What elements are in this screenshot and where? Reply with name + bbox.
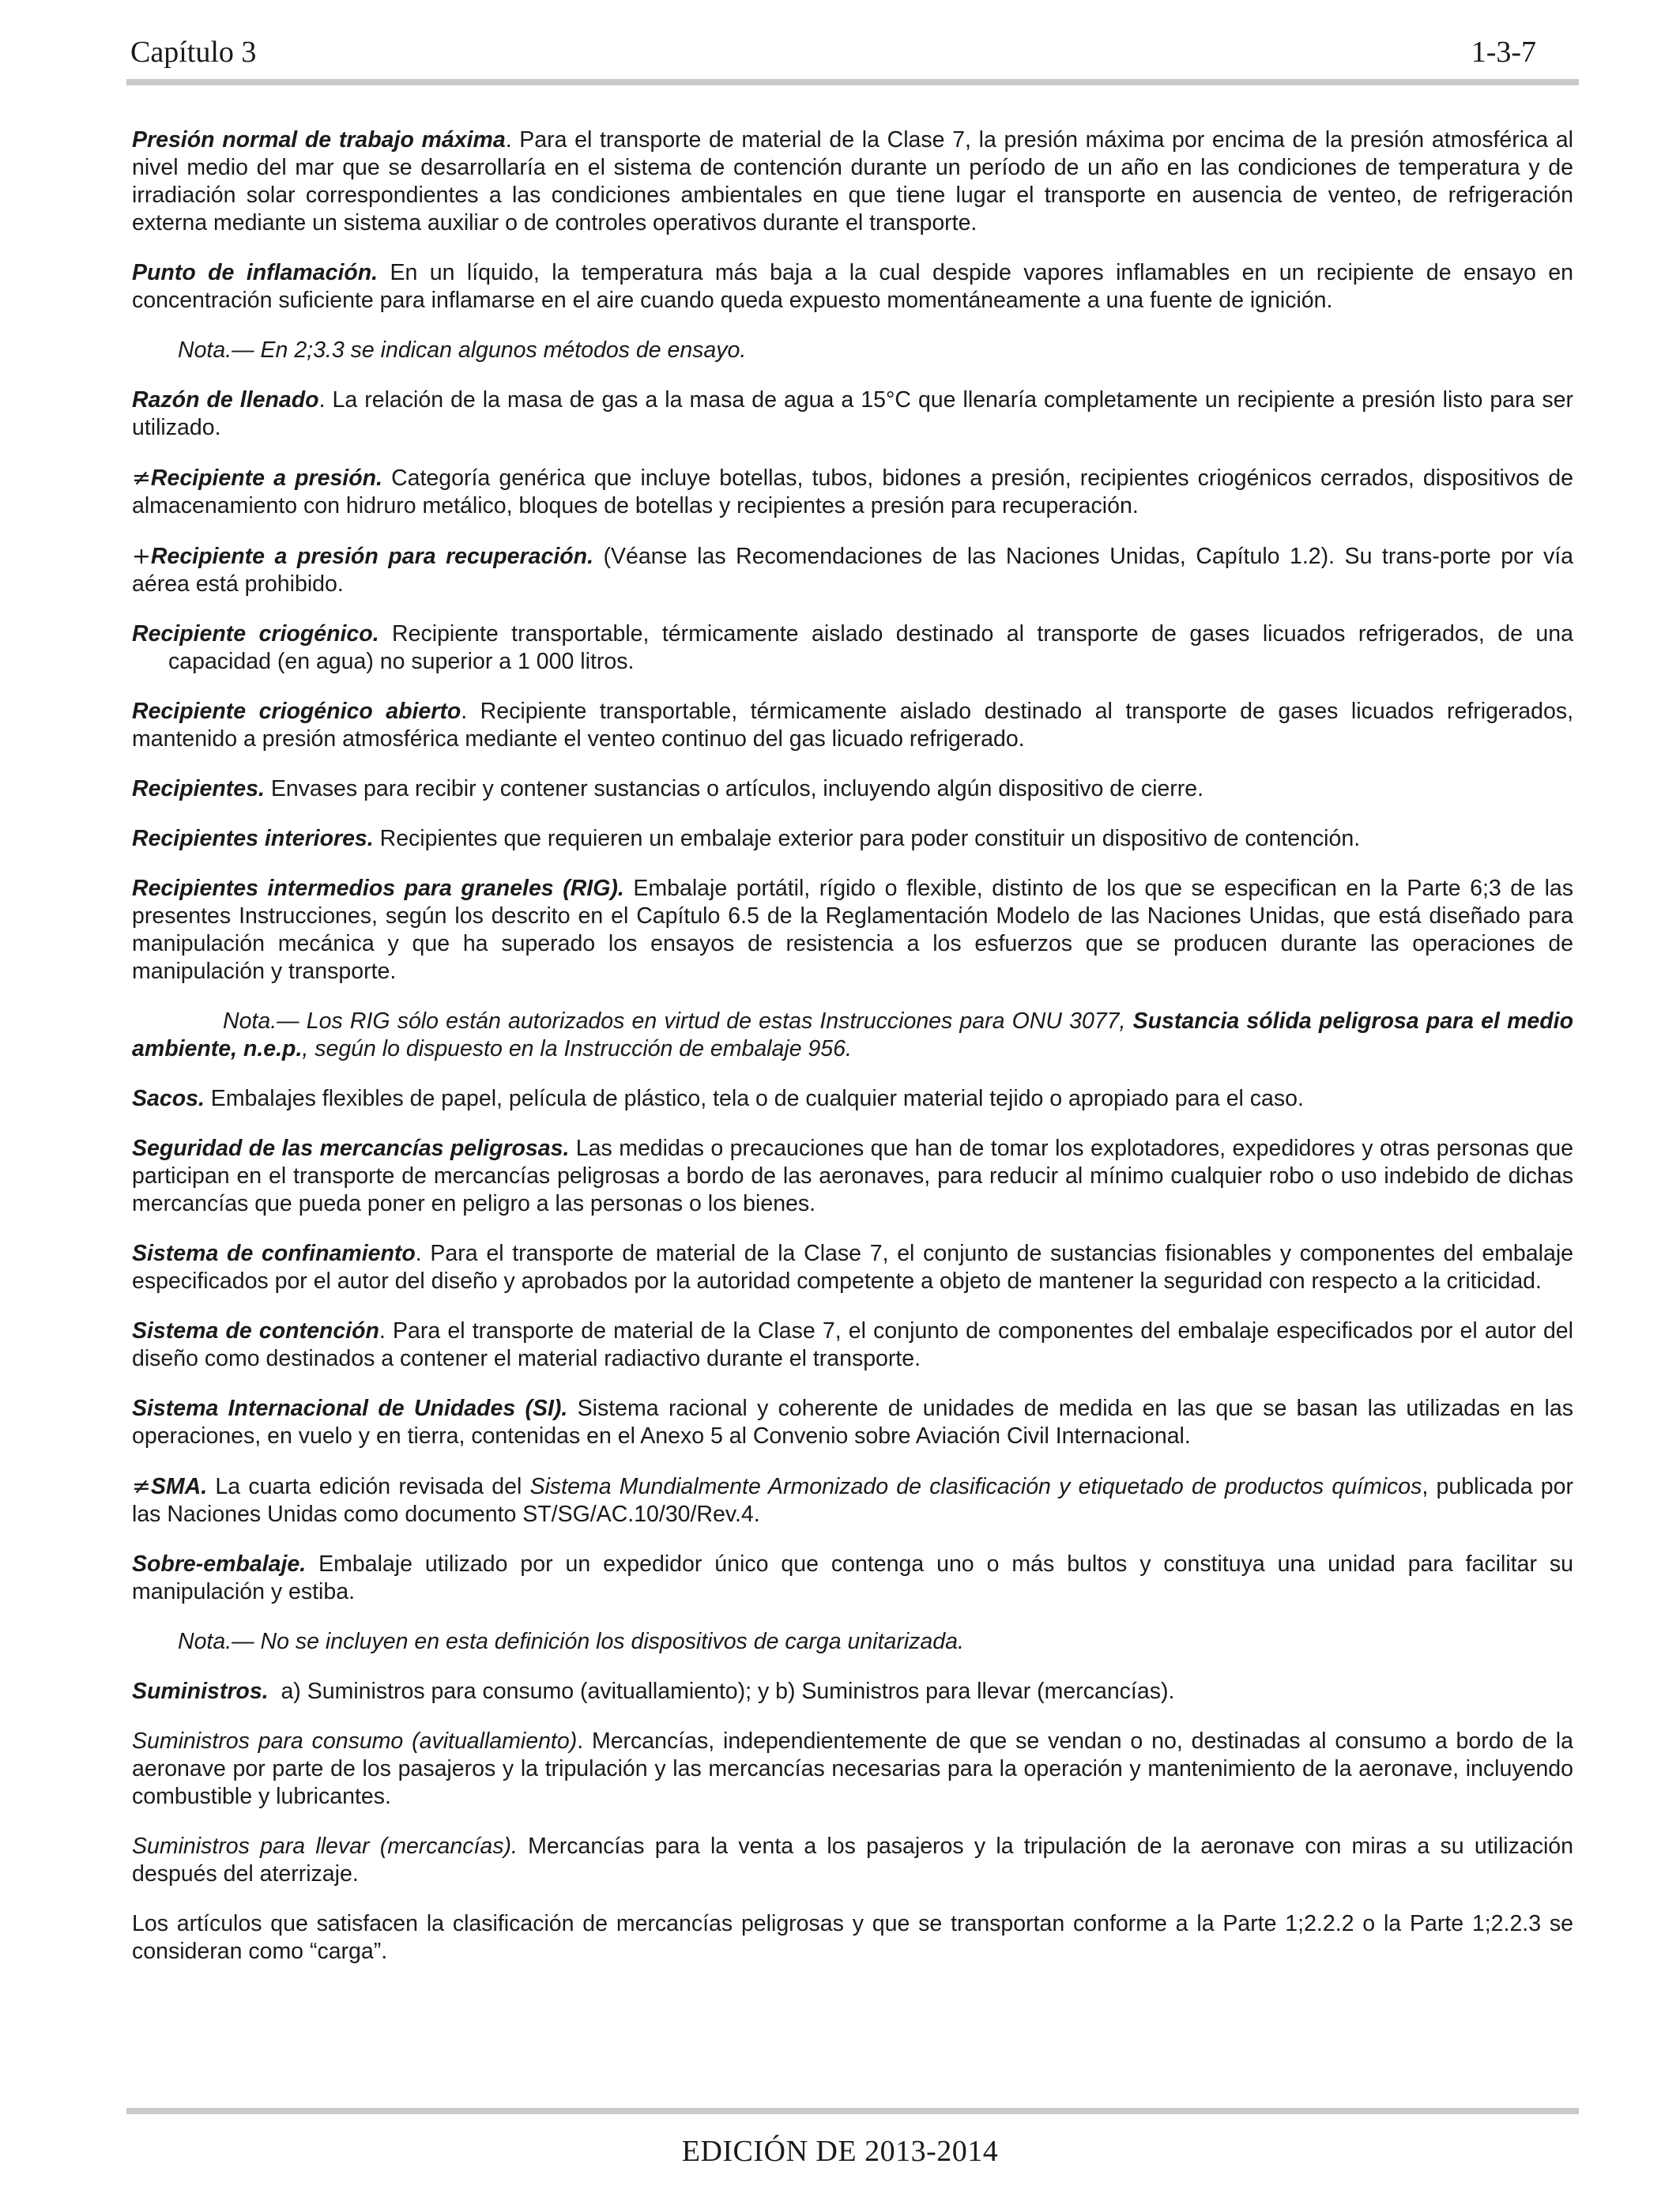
note-carga: Nota.— No se incluyen en esta definición los dispositivos de carga unitarizada. — [178, 1629, 964, 1654]
definition-seguridad — [132, 1135, 1573, 1218]
chapter-title: Capítulo 3 — [130, 36, 257, 69]
definition-term: Recipientes intermedios para graneles (RIG). — [132, 876, 624, 901]
definition-text: Embalaje portátil, rígido o flexible, distinto de los que se especifican en la Parte 6;3 de las presentes Instrucciones, según los descrito en el Capítulo 6.5 de la Reglamentación Modelo de las Naciones Unidas, que está diseñado para manipulación mecánica y que ha superado los ensayos de resistencia a los esfuerzos que se producen durante las operaciones de manipulación y transporte. — [132, 876, 1573, 984]
definition-sacos — [132, 1085, 1573, 1113]
amendment-symbol: ≠ — [132, 465, 151, 491]
definition-term: Suministros para llevar (mercancías). — [132, 1834, 518, 1859]
definition-text: (Véanse las Recomendaciones de las Naciones Unidas, Capítulo 1.2). Su trans-porte por vía aérea está prohibido. — [132, 544, 1573, 597]
definition-term: Seguridad de las mercancías peligrosas. — [132, 1136, 570, 1161]
definition-sistema-confinamiento — [132, 1240, 1573, 1295]
definition-term: Suministros. — [132, 1679, 269, 1704]
definition-suministros-llevar — [132, 1833, 1573, 1888]
definition-term: Recipientes. — [132, 776, 265, 801]
definition-recipiente-presion — [132, 464, 1573, 520]
note-bold-text: Sustancia sólida peligrosa para el medio ambiente, n.e.p. — [132, 1008, 1573, 1061]
document-body — [132, 126, 1573, 1988]
definition-text: Envases para recibir y contener sustancias o artículos, incluyendo algún dispositivo de cierre. — [264, 776, 1204, 801]
definition-sistema-contencion — [132, 1318, 1573, 1373]
definition-rig — [132, 875, 1573, 986]
definition-criogenico-abierto — [132, 698, 1573, 753]
definition-term: SMA. — [150, 1474, 208, 1499]
definition-term: Recipiente a presión para recuperación. — [150, 544, 593, 569]
definition-text: . La relación de la masa de gas a la masa de agua a 15°C que llenaría completamente un recipiente a presión listo para ser utilizado. — [132, 387, 1573, 440]
definition-term: Sistema de confinamiento — [132, 1241, 416, 1266]
definition-text: En un líquido, la temperatura más baja a la cual despide vapores inflamables en un recipiente de ensayo en concentración suficiente para inflamarse en el aire cuando queda expuesto momentáneamente a una fuente de ignición. — [132, 260, 1574, 313]
note-ensayo: Nota.— En 2;3.3 se indican algunos métodos de ensayo. — [178, 337, 747, 363]
definition-text: Embalaje utilizado por un expedidor único que contenga uno o más bultos y constituya una unidad para facilitar su manipulación y estiba. — [132, 1551, 1573, 1604]
definition-term: Recipiente a presión. — [150, 466, 382, 491]
definition-term: Sistema de contención — [132, 1318, 379, 1344]
definition-text: . Recipiente transportable, térmicamente aislado destinado al transporte de gases licuados refrigerados, mantenido a presión atmosférica mediante el venteo continuo del gas licuado refrigerado. — [132, 699, 1573, 752]
definition-term: Suministros para consumo (avituallamiento) — [132, 1728, 578, 1754]
definition-text: Embalajes flexibles de papel, película de plástico, tela o de cualquier material tejido o apropiado para el caso. — [204, 1086, 1304, 1111]
definition-text: . Para el transporte de material de la Clase 7, el conjunto de componentes del embalaje especificados por el autor del diseño como destinados a contener el material radiactivo durante el transporte. — [132, 1318, 1573, 1371]
definition-term: Recipiente criogénico. — [132, 621, 379, 647]
definition-text: Categoría genérica que incluye botellas, tubos, bidones a presión, recipientes criogénicos cerrados, dispositivos de almacenamiento con hidruro metálico, bloques de botellas y recipientes a presión para recuperación. — [132, 466, 1573, 518]
definition-recipiente-criogenico — [132, 620, 1573, 676]
definition-text: Mercancías para la venta a los pasajeros y la tripulación de la aeronave con miras a su utilización después del aterrizaje. — [132, 1834, 1573, 1887]
definition-text: Recipiente transportable, térmicamente aislado destinado al transporte de gases licuados refrigerados, de una capacidad (en agua) no superior a 1 000 litros. — [168, 621, 1573, 674]
definition-text: . Mercancías, independientemente de que se vendan o no, destinadas al consumo a bordo de la aeronave por parte de los pasajeros y la tripulación y las mercancías necesarias para la operación y mantenimiento de la aeronave, incluyendo combustible y lubricantes. — [132, 1728, 1573, 1809]
definition-term: Punto de inflamación. — [132, 260, 379, 285]
definition-razon-llenado — [132, 386, 1573, 442]
definition-recipientes-interiores — [132, 825, 1573, 853]
definition-punto-inflamacion — [132, 259, 1573, 315]
page-header — [130, 35, 1546, 74]
definition-italic-text: Sistema Mundialmente Armonizado de clasificación y etiquetado de productos químicos — [529, 1474, 1422, 1499]
definition-presion — [132, 126, 1573, 237]
definition-term: Sistema Internacional de Unidades (SI). — [132, 1396, 568, 1421]
definition-term: Sobre-embalaje. — [132, 1551, 307, 1577]
definition-text: , publicada por las Naciones Unidas como documento ST/SG/AC.10/30/Rev.4. — [132, 1474, 1574, 1527]
definition-term: Sacos. — [132, 1086, 205, 1111]
definition-text: Las medidas o precauciones que han de tomar los explotadores, expedidores y otras personas que participan en el transporte de mercancías peligrosas a bordo de las aeronaves, para reducir al mínimo cualquier robo o uso indebido de dichas mercancías que pueda poner en peligro a las personas o los bienes. — [132, 1136, 1573, 1216]
page-number: 1-3-7 — [1471, 36, 1536, 69]
definition-term: Presión normal de trabajo máxima — [132, 127, 506, 153]
definition-suministros — [132, 1678, 1573, 1706]
definition-text: Sistema racional y coherente de unidades de medida en las que se basan las utilizadas en las operaciones, en vuelo y en tierra, contenidas en el Anexo 5 al Convenio sobre Aviación Civil Internacional. — [132, 1396, 1573, 1449]
definition-sistema-internacional — [132, 1395, 1573, 1450]
edition-footer: EDICIÓN DE 2013-2014 — [681, 2135, 999, 2168]
paragraph-articulos-carga: Los artículos que satisfacen la clasificación de mercancías peligrosas y que se transportan conforme a la Parte 1;2.2.2 o la Parte 1;2.2.3 se consideran como “carga”. — [132, 1911, 1573, 1964]
note-rig — [132, 1008, 1573, 1063]
amendment-symbol: ≠ — [132, 1473, 151, 1499]
definition-text: a) Suministros para consumo (avituallamiento); y b) Suministros para llevar (mercancías). — [268, 1679, 1175, 1704]
note-text: , según lo dispuesto en la Instrucción de embalaje 956. — [302, 1036, 852, 1061]
amendment-symbol: + — [132, 543, 151, 569]
definition-text: Recipientes que requieren un embalaje exterior para poder constituir un dispositivo de contención. — [373, 826, 1361, 851]
footer-rule — [126, 2108, 1579, 2114]
definition-suministros-consumo — [132, 1728, 1573, 1811]
definition-recipiente-recuperacion — [132, 542, 1573, 598]
header-rule — [126, 79, 1579, 85]
definition-text: . Para el transporte de material de la Clase 7, la presión máxima por encima de la presión atmosférica al nivel medio del mar que se desarrollaría en el sistema de contención durante un período de un año en las condiciones de temperatura y de irradiación solar correspondientes a las condiciones ambientales en que tiene lugar el transporte en ausencia de venteo, de refrigeración externa mediante un sistema auxiliar o de controles operativos durante el transporte. — [132, 127, 1573, 236]
definition-text: La cuarta edición revisada del — [207, 1474, 530, 1499]
definition-term: Recipiente criogénico abierto — [132, 699, 461, 724]
definition-sobre-embalaje — [132, 1551, 1573, 1606]
definition-term: Razón de llenado — [132, 387, 319, 413]
definition-sma — [132, 1472, 1573, 1529]
definition-recipientes — [132, 775, 1573, 803]
note-text: Nota.— Los RIG sólo están autorizados en virtud de estas Instrucciones para ONU 3077, — [223, 1008, 1133, 1034]
definition-text: . Para el transporte de material de la Clase 7, el conjunto de sustancias fisionables y componentes del embalaje especificados por el autor del diseño y aprobados por la autoridad competente a objeto de mantener la seguridad con respecto a la criticidad. — [132, 1241, 1573, 1294]
definition-term: Recipientes interiores. — [132, 826, 374, 851]
